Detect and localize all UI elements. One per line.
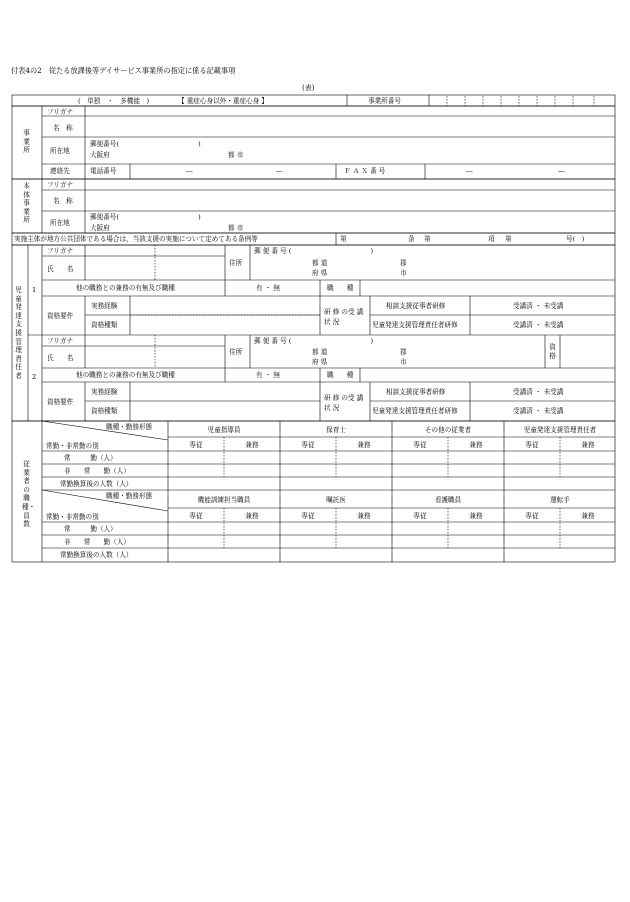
staff1-kenmu-4: 兼務 <box>581 441 595 449</box>
manager1-shi: 市 <box>400 269 407 277</box>
office-side-label: 事業所 <box>23 129 30 155</box>
staff2-senju-3: 専従 <box>413 512 427 520</box>
staff1-diag-top: 職種・勤務形態 <box>106 423 153 431</box>
manager2-furigana-label: フリガナ <box>47 337 74 345</box>
staff2-row-fte: 常勤換算後の人数（人） <box>60 551 133 559</box>
ordinance-dai: 第 <box>340 235 347 243</box>
manager-number-2: 2 <box>32 373 37 381</box>
office-fax-dash-2: ― <box>558 167 565 175</box>
manager1-license-label: 資格種類 <box>91 321 118 329</box>
staff2-kenmu-1: 兼務 <box>245 512 259 520</box>
manager2-qualification-label: 資格要件 <box>47 398 74 406</box>
manager2-yes-no: 有 ・ 無 <box>256 371 280 379</box>
type-options: ( 単独 ・ 多機能 ) <box>78 97 150 105</box>
office-fax-dash-1: ― <box>466 167 473 175</box>
manager1-qualification-label: 資格要件 <box>47 312 74 320</box>
main-office-city: 都 市 <box>228 224 244 232</box>
staff1-kenmu-2: 兼務 <box>357 441 371 449</box>
manager2-other-job-label: 他の職務との兼務の有無及び職種 <box>76 371 175 379</box>
staff2-diag-top: 職種・勤務形態 <box>106 492 153 500</box>
manager2-experience-label: 実務経験 <box>91 388 118 396</box>
manager1-status-a: 受講済 ・ 未受講 <box>513 302 564 310</box>
main-office-address-label: 所在地 <box>50 219 70 227</box>
manager2-name-label: 氏 名 <box>47 354 74 362</box>
staff1-job-3: その他の従業者 <box>424 426 472 434</box>
manager2-status-b: 受講済 ・ 未受講 <box>513 407 564 415</box>
office-fax-label: Ｆ Ａ Ｘ 番 号 <box>344 167 386 175</box>
manager1-furigana-label: フリガナ <box>47 247 74 255</box>
ordinance-dai2: 第 <box>424 235 431 243</box>
manager2-gun: 郡 <box>400 348 407 356</box>
staff2-kenmu-2: 兼務 <box>357 512 371 520</box>
page-side-label: (表) <box>302 84 315 92</box>
staff2-senju-1: 専従 <box>189 512 203 520</box>
manager2-training-a: 相談支援従事者研修 <box>386 388 446 396</box>
office-address-label: 所在地 <box>50 147 70 155</box>
office-tel-dash-1: ― <box>186 167 193 175</box>
staff2-row-parttime: 非 常 勤（人） <box>64 538 130 546</box>
staff1-kenmu-1: 兼務 <box>245 441 259 449</box>
office-tel-label: 電話番号 <box>90 167 117 175</box>
manager1-address-label: 住所 <box>229 259 243 267</box>
manager1-other-job-label: 他の職務との兼務の有無及び職種 <box>76 284 175 292</box>
manager1-fuken: 府 県 <box>312 269 328 277</box>
office-contact-label: 連絡先 <box>50 167 70 175</box>
staff2-job-4: 運転手 <box>550 496 570 504</box>
disability-options: 【 重症心身以外・重症心身 】 <box>178 97 268 105</box>
manager2-address-label: 住所 <box>229 348 243 356</box>
manager2-training-b: 児童発達支援管理責任者研修 <box>372 407 458 415</box>
manager2-shikaku-label: 資格 <box>549 343 556 360</box>
staff1-senju-2: 専従 <box>301 441 315 449</box>
staff1-row-fte: 常勤換算後の人数（人） <box>60 480 133 488</box>
ordinance-ko: 項 <box>488 235 495 243</box>
manager2-fuken: 府 県 <box>312 358 328 366</box>
staff2-job-2: 嘱託医 <box>326 496 346 504</box>
staff2-senju-2: 専従 <box>301 512 315 520</box>
manager1-training-b: 児童発達支援管理責任者研修 <box>372 321 458 329</box>
office-tel-dash-2: ― <box>276 167 283 175</box>
manager1-status-b: 受講済 ・ 未受講 <box>513 321 564 329</box>
manager-number-1: 1 <box>32 286 37 294</box>
office-postal: 郵便番号( ) <box>90 140 201 148</box>
staff1-job-2: 保育士 <box>326 426 346 434</box>
staff1-senju-3: 専従 <box>413 441 427 449</box>
manager1-name-label: 氏 名 <box>47 265 74 273</box>
manager2-job-label: 職 種 <box>327 371 354 379</box>
staff2-diag-bottom: 常勤・非常勤の別 <box>46 513 99 521</box>
main-office-prefecture: 大阪府 <box>90 224 110 232</box>
main-office-postal: 郵便番号( ) <box>90 213 201 221</box>
main-office-name-label: 名 称 <box>53 197 73 205</box>
manager1-training-label: 研 修 の受 講 状 況 <box>324 308 364 326</box>
manager2-postal: 郵 便 番 号 ( ) <box>254 337 374 345</box>
form-title: 付表4の2 従たる放課後等デイサービス事業所の指定に係る記載事項 <box>11 66 236 75</box>
staff1-job-4: 児童発達支援管理責任者 <box>523 426 597 434</box>
staff1-row-parttime: 非 常 勤（人） <box>64 467 130 475</box>
manager2-training-label: 研 修 の受 講 状 況 <box>324 394 364 412</box>
staff1-job-1: 児童指導員 <box>207 426 241 434</box>
manager2-status-a: 受講済 ・ 未受講 <box>513 388 564 396</box>
staff2-kenmu-4: 兼務 <box>581 512 595 520</box>
manager2-license-label: 資格種類 <box>91 407 118 415</box>
staff1-diag-bottom: 常勤・非常勤の別 <box>46 442 99 450</box>
manager1-gun: 郡 <box>400 259 407 267</box>
ordinance-dai3: 第 <box>505 235 512 243</box>
office-name-label: 名 称 <box>53 124 73 132</box>
manager1-experience-label: 実務経験 <box>91 302 118 310</box>
office-furigana-label: フリガナ <box>47 108 74 116</box>
ordinance-text: 実施主体が地方公共団体である場合は，当該支援の実施について定めてある条例等 <box>14 235 258 243</box>
office-number-label: 事業所番号 <box>368 97 401 105</box>
office-city: 都 市 <box>228 151 244 159</box>
staff2-row-fulltime: 常 勤（人） <box>64 525 117 533</box>
manager1-todo: 都 道 <box>312 259 328 267</box>
manager1-job-label: 職 種 <box>327 284 354 292</box>
manager1-postal: 郵 便 番 号 ( ) <box>254 247 374 255</box>
staff2-job-1: 機能訓練担当職員 <box>197 496 251 504</box>
staff1-kenmu-3: 兼務 <box>469 441 483 449</box>
staff1-row-fulltime: 常 勤（人） <box>64 454 117 462</box>
staff2-kenmu-3: 兼務 <box>469 512 483 520</box>
manager1-yes-no: 有 ・ 無 <box>256 284 280 292</box>
ordinance-go: 号( ) <box>566 235 585 243</box>
staff2-senju-4: 専従 <box>525 512 539 520</box>
staff2-job-3: 看護職員 <box>434 496 462 504</box>
manager-side-label: 児童発達支援管理責任者 <box>15 286 22 380</box>
main-office-side-label: 本体事業所 <box>23 182 30 225</box>
main-office-furigana-label: フリガナ <box>47 181 74 189</box>
staff1-senju-1: 専従 <box>189 441 203 449</box>
ordinance-jo: 条 <box>408 235 415 243</box>
manager1-training-a: 相談支援従事者研修 <box>386 302 446 310</box>
manager2-shi: 市 <box>400 358 407 366</box>
manager2-todo: 都 道 <box>312 348 328 356</box>
staff1-senju-4: 専従 <box>525 441 539 449</box>
office-prefecture: 大阪府 <box>90 151 110 159</box>
staff-side-label: 従業者の職種・員数 <box>22 460 36 529</box>
